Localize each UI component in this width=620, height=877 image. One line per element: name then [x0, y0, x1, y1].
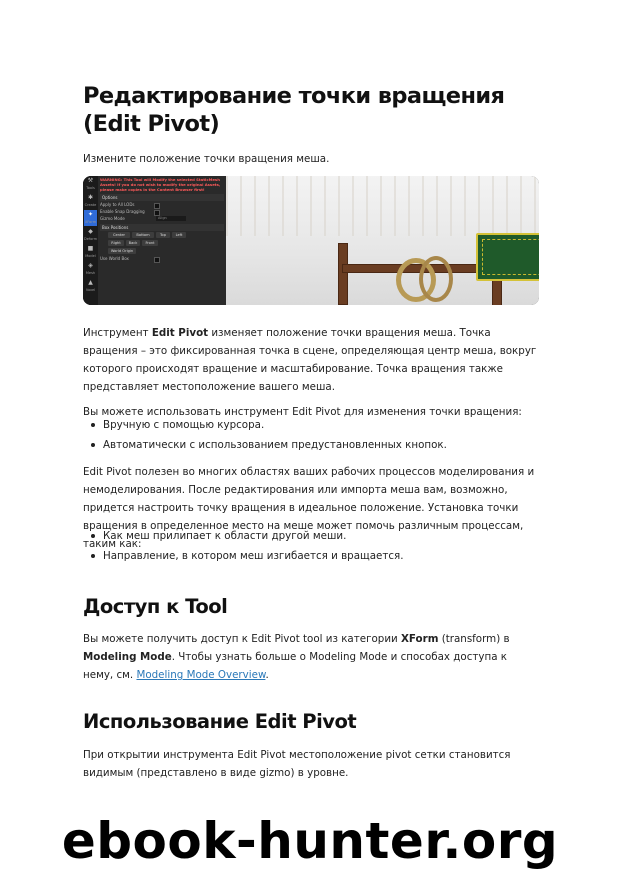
create-category: ✱ Create — [84, 194, 97, 207]
pivot-button-row-2 — [100, 239, 224, 247]
xform-icon: ✦ — [87, 211, 94, 218]
center-button: Center — [108, 232, 130, 238]
tools-category: ⚒ Tools — [86, 177, 95, 190]
benefits-paragraph: Edit Pivot полезен во многих областях ваших рабочих процессов моделирования и немоделирования. После редактирования или импорта меша вам, возможно, придется настроить точку вращения в идеальное положение. Установка точки вращения в определенное место на меше может помочь различным процессам, таким как: — [83, 466, 535, 550]
back-button: Back — [126, 240, 140, 246]
tools-icon: ⚒ — [87, 177, 94, 184]
watermark: ebook-hunter.org — [61, 812, 559, 870]
usage-description: При открытии инструмента Edit Pivot местоположение pivot сетки становится видимым (представлено в виде gizmo) в уровне. — [83, 749, 511, 779]
benefits-list — [83, 526, 539, 566]
warning-text: WARNING: This Tool will Modify the selected StaticMesh Assets! If you do not wish to modify the original Assets, please make copies in the Content Browser first! — [100, 177, 221, 192]
page-title: Редактирование точки вращения (Edit Pivot) — [83, 83, 505, 137]
create-icon: ✱ — [87, 194, 94, 201]
shelf-leg-left — [338, 243, 348, 305]
edit-pivot-details — [100, 178, 224, 262]
world-origin-button: World Origin — [108, 248, 136, 254]
viewport-scene — [226, 176, 539, 305]
list-item: Как меш прилипает к области другой меши. — [83, 526, 539, 546]
selected-crate-mesh — [476, 233, 539, 281]
right-button: Right — [108, 240, 124, 246]
voxel-category: ▲ Voxel — [85, 279, 96, 292]
gizmo-option: Gizmo Mode Align — [100, 215, 224, 222]
top-button: Top — [156, 232, 170, 238]
modeling-panel — [83, 176, 226, 305]
usage-list — [83, 415, 539, 455]
bottom-button: Bottom — [132, 232, 154, 238]
snap-option: Enable Snap Dragging — [100, 208, 224, 215]
rope-coil-2 — [419, 256, 453, 302]
world-box-option: Use World Box — [100, 255, 224, 262]
front-button: Front — [142, 240, 158, 246]
section-heading-access: Доступ к Tool — [83, 595, 228, 618]
background-fence — [226, 176, 539, 236]
section-heading-usage: Использование Edit Pivot — [83, 710, 357, 733]
model-icon: ■ — [87, 245, 94, 252]
options-header: Options — [100, 194, 224, 201]
pivot-button-row-1 — [100, 231, 224, 239]
intro-paragraph: Инструмент Edit Pivot изменяет положение точки вращения меша. Точка вращения – это фиксированная точка в сцене, определяющая центр меша, вокруг которого происходят вращение и масштабирование. Точка вращения также представляет местоположение вашего меша. — [83, 327, 537, 393]
edit-pivot-screenshot — [83, 176, 539, 305]
voxel-icon: ▲ — [88, 279, 93, 286]
list-item: Вручную с помощью курсора. — [83, 415, 539, 435]
world-box-checkbox — [154, 257, 160, 263]
box-positions-header: Box Positions — [100, 224, 224, 231]
lead-paragraph: Измените положение точки вращения меша. — [83, 153, 330, 165]
mesh-icon: ◈ — [88, 262, 93, 269]
modeling-mode-overview-link[interactable]: Modeling Mode Overview — [136, 669, 266, 681]
deform-icon: ◆ — [88, 228, 93, 235]
model-category: ■ Model — [85, 245, 96, 258]
pivot-button-row-3 — [100, 247, 224, 255]
list-item: Автоматически с использованием предустановленных кнопок. — [83, 435, 539, 455]
access-paragraph: Вы можете получить доступ к Edit Pivot tool из категории XForm (transform) в Modeling Mode. Чтобы узнать больше о Modeling Mode и способах доступа к нему, см. Modeling Mode Overview. — [83, 633, 510, 681]
list-item: Направление, в котором меш изгибается и вращается. — [83, 546, 539, 566]
left-button: Left — [172, 232, 186, 238]
xform-category: ✦ XForm — [84, 211, 97, 224]
usage-paragraph: Вы можете использовать инструмент Edit Pivot для изменения точки вращения: — [83, 406, 522, 418]
tool-category-strip — [83, 176, 98, 305]
apply-lods-option: Apply to All LODs — [100, 201, 224, 208]
mesh-category: ◈ Mesh — [85, 262, 96, 275]
deform-category: ◆ Deform — [84, 228, 98, 241]
gizmo-mode-dropdown: Align — [156, 216, 186, 221]
